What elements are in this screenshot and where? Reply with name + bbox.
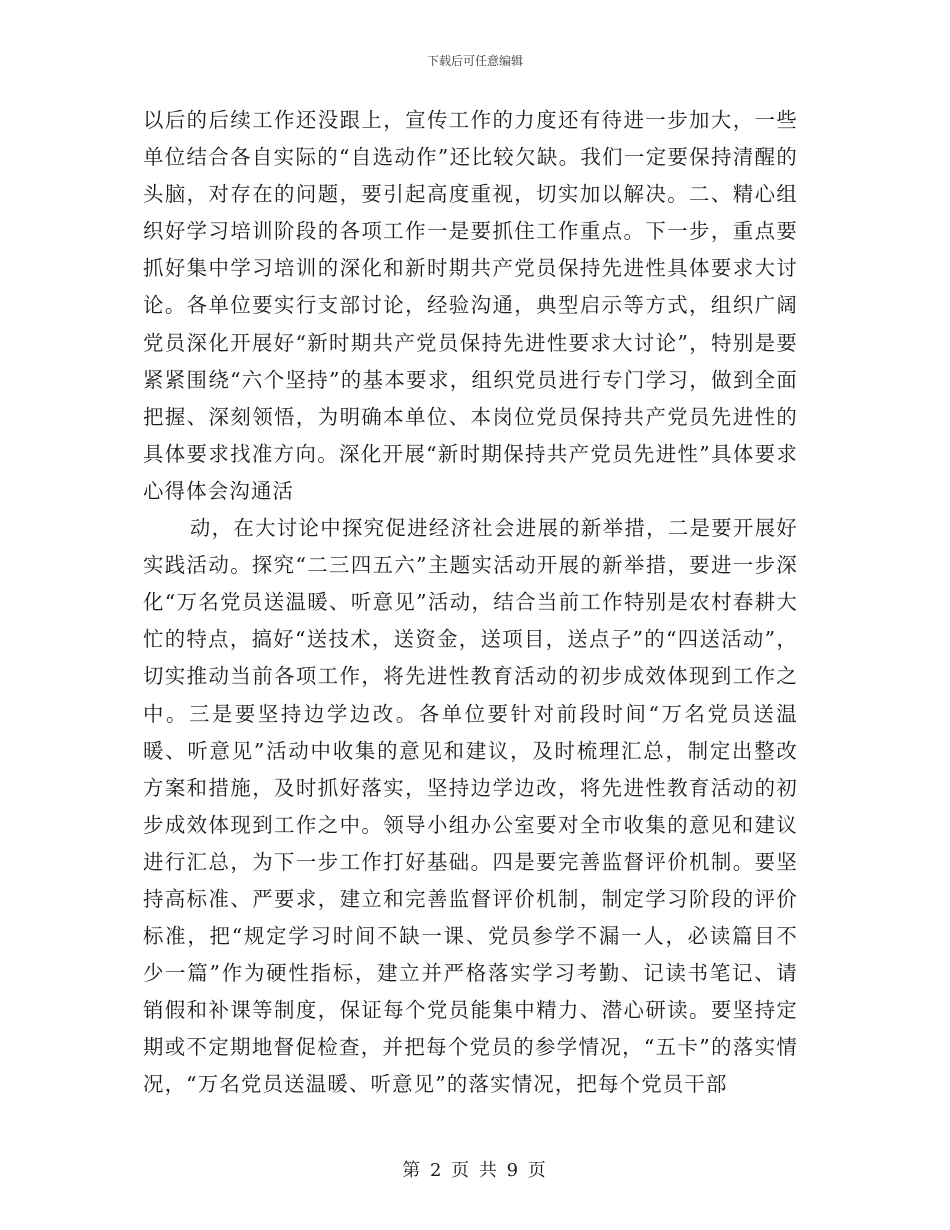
page-header: 下载后可任意编辑 (426, 54, 523, 68)
paragraph-2: 动，在大讨论中探究促进经济社会进展的新举措，二是要开展好实践活动。探究“二三四五六”主题实活动开展的新举措，要进一步深化“万名党员送温暖、听意见”活动，结合当前工作特别是农村春耕大忙的特点，搞好“送技术，送资金，送项目，送点子”的“四送活动”，切实推动当前各项工作，将先进性教育活动的初步成效体现到工作之中。三是要坚持边学边改。各单位要针对前段时间“万名党员送温暖、听意见”活动中收集的意见和建议，及时梳理汇总，制定出整改方案和措施，及时抓好落实，坚持边学边改，将先进性教育活动的初步成效体现到工作之中。领导小组办公室要对全市收集的意见和建议进行汇总，为下一步工作打好基础。四是要完善监督评价机制。要坚持高标准、严要求，建立和完善监督评价机制，制定学习阶段的评价标准，把“规定学习时间不缺一课、党员参学不漏一人，必读篇目不少一篇”作为硬性指标，建立并严格落实学习考勤、记读书笔记、请销假和补课等制度，保证每个党员能集中精力、潜心研读。要坚持定期或不定期地督促检查，并把每个党员的参学情况，“五卡”的落实情况，“万名党员送温暖、听意见”的落实情况，把每个党员干部 (143, 516, 798, 1097)
page-number: 第 2 页 共 9 页 (402, 1160, 548, 1181)
document-body (143, 102, 798, 1104)
paragraph-1: 以后的后续工作还没跟上，宣传工作的力度还有待进一步加大，一些单位结合各自实际的“自选动作”还比较欠缺。我们一定要保持清醒的头脑，对存在的问题，要引起高度重视，切实加以解决。二、精心组织好学习培训阶段的各项工作一是要抓住工作重点。下一步，重点要抓好集中学习培训的深化和新时期共产党员保持先进性具体要求大讨论。各单位要实行支部讨论，经验沟通，典型启示等方式，组织广阔党员深化开展好“新时期共产党员保持先进性要求大讨论”，特别是要紧紧围绕“六个坚持”的基本要求，组织党员进行专门学习，做到全面把握、深刻领悟，为明确本单位、本岗位党员保持共产党员先进性的具体要求找准方向。深化开展“新时期保持共产党员先进性”具体要求心得体会沟通活 (143, 108, 798, 503)
